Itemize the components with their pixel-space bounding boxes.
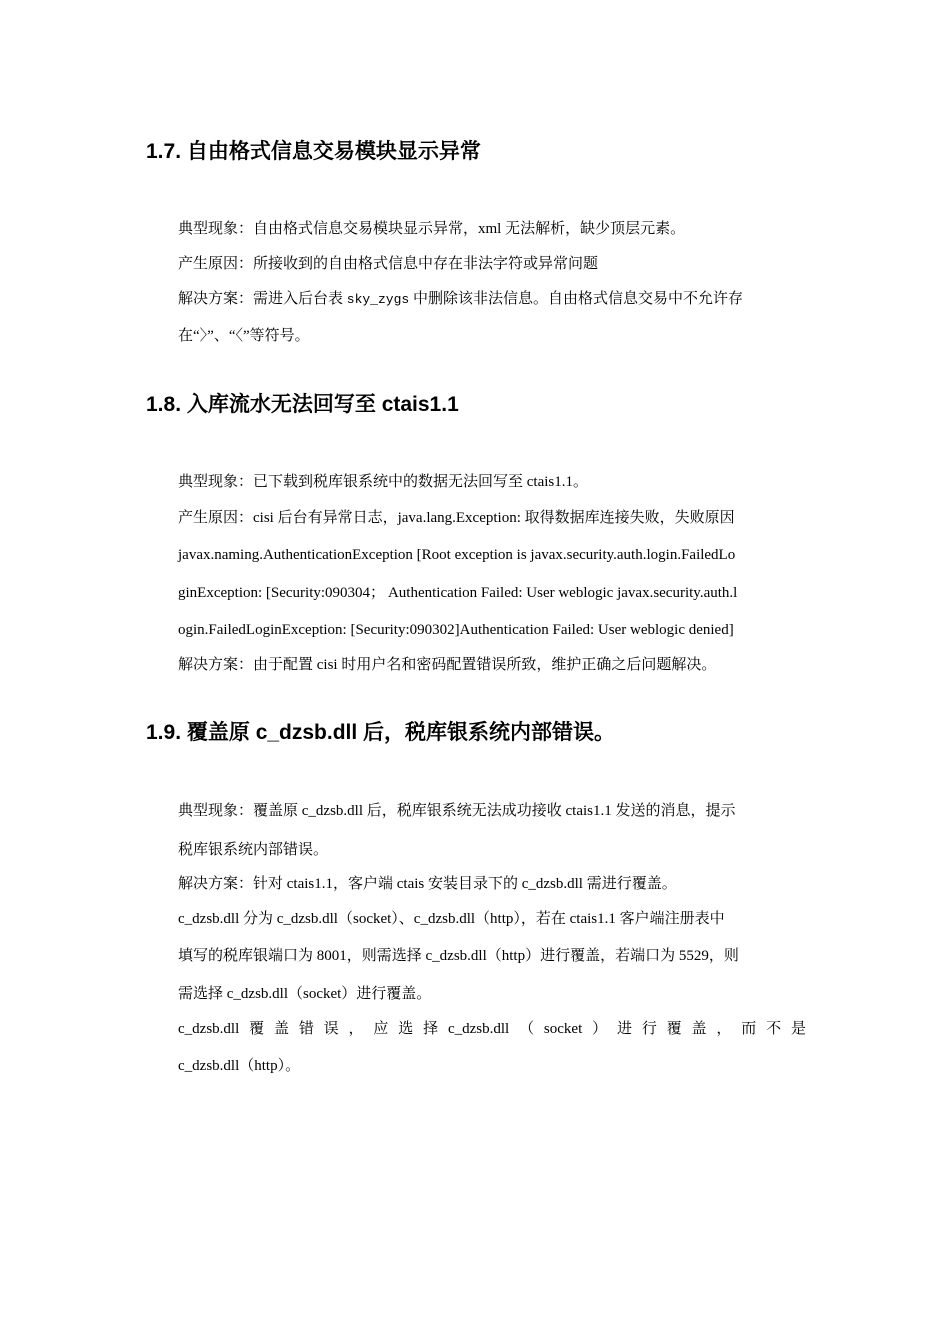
section-heading-1-8: 1.8. 入库流水无法回写至 ctais1.1	[146, 393, 459, 416]
table-name-code: sky_zygs	[346, 292, 410, 307]
paragraph-symptom: 典型现象：已下载到税库银系统中的数据无法回写至 ctais1.1。	[178, 474, 588, 490]
justified-word: 覆	[666, 1021, 682, 1037]
solution-text-end: 中删除该非法信息。自由格式信息交易中不允许存	[409, 291, 743, 307]
justified-word: 覆	[249, 1021, 265, 1037]
paragraph-solution-continued: 在“〉”、“〈”等符号。	[178, 328, 310, 344]
paragraph-wrong-overwrite	[178, 1018, 806, 1040]
paragraph-solution: 解决方案：针对 ctais1.1，客户端 ctais 安装目录下的 c_dzsb.dll 需进行覆盖。	[178, 876, 677, 892]
justified-word: c_dzsb.dll	[178, 1021, 240, 1037]
justified-word: 行	[641, 1021, 657, 1037]
paragraph-cause-continued: ogin.FailedLoginException: [Security:090302]Authentication Failed: User weblogic denied]	[178, 622, 734, 638]
solution-text-start: 解决方案：需进入后台表	[178, 291, 347, 307]
justified-word: c_dzsb.dll	[447, 1021, 510, 1037]
paragraph-symptom-continued: 税库银系统内部错误。	[178, 842, 329, 858]
paragraph-cause: 产生原因：cisi 后台有异常日志，java.lang.Exception: 取得数据库连接失败，失败原因	[178, 510, 735, 526]
paragraph-dll-variants-continued: 填写的税库银端口为 8001，则需选择 c_dzsb.dll（http）进行覆盖，若端口为 5529，则	[178, 948, 739, 964]
justified-word: 是	[790, 1021, 806, 1037]
paragraph-dll-variants-continued: 需选择 c_dzsb.dll（socket）进行覆盖。	[178, 986, 432, 1002]
paragraph-cause-continued: ginException: [Security:090304； Authentication Failed: User weblogic javax.security.auth.l	[178, 585, 738, 601]
justified-word: ，	[348, 1021, 364, 1037]
justified-word: 进	[616, 1021, 632, 1037]
justified-word: socket	[543, 1021, 583, 1037]
justified-word: ）	[592, 1021, 608, 1037]
justified-word: 盖	[273, 1021, 289, 1037]
paragraph-dll-variants: c_dzsb.dll 分为 c_dzsb.dll（socket）、c_dzsb.dll（http），若在 ctais1.1 客户端注册表中	[178, 911, 725, 927]
paragraph-solution	[178, 288, 806, 311]
justified-word: 应	[373, 1021, 389, 1037]
section-heading-1-9: 1.9. 覆盖原 c_dzsb.dll 后，税库银系统内部错误。	[146, 721, 616, 744]
justified-word: ，	[716, 1021, 732, 1037]
justified-word: 误	[323, 1021, 339, 1037]
justified-word: 不	[766, 1021, 782, 1037]
justified-word: 错	[298, 1021, 314, 1037]
paragraph-cause-continued: javax.naming.AuthenticationException [Root exception is javax.security.auth.login.FailedLo	[178, 547, 736, 563]
section-heading-1-7: 1.7. 自由格式信息交易模块显示异常	[146, 140, 481, 163]
justified-word: 择	[423, 1021, 439, 1037]
paragraph-cause: 产生原因：所接收到的自由格式信息中存在非法字符或异常问题	[178, 256, 599, 272]
paragraph-wrong-overwrite-continued: c_dzsb.dll（http）。	[178, 1058, 301, 1074]
justified-word: 盖	[691, 1021, 707, 1037]
paragraph-solution: 解决方案：由于配置 cisi 时用户名和密码配置错误所致，维护正确之后问题解决。	[178, 657, 717, 673]
paragraph-symptom: 典型现象：覆盖原 c_dzsb.dll 后，税库银系统无法成功接收 ctais1.1 发送的消息，提示	[178, 803, 736, 819]
paragraph-symptom: 典型现象：自由格式信息交易模块显示异常，xml 无法解析，缺少顶层元素。	[178, 221, 686, 237]
justified-word: 而	[741, 1021, 757, 1037]
justified-word: 选	[398, 1021, 414, 1037]
justified-word: （	[519, 1021, 535, 1037]
